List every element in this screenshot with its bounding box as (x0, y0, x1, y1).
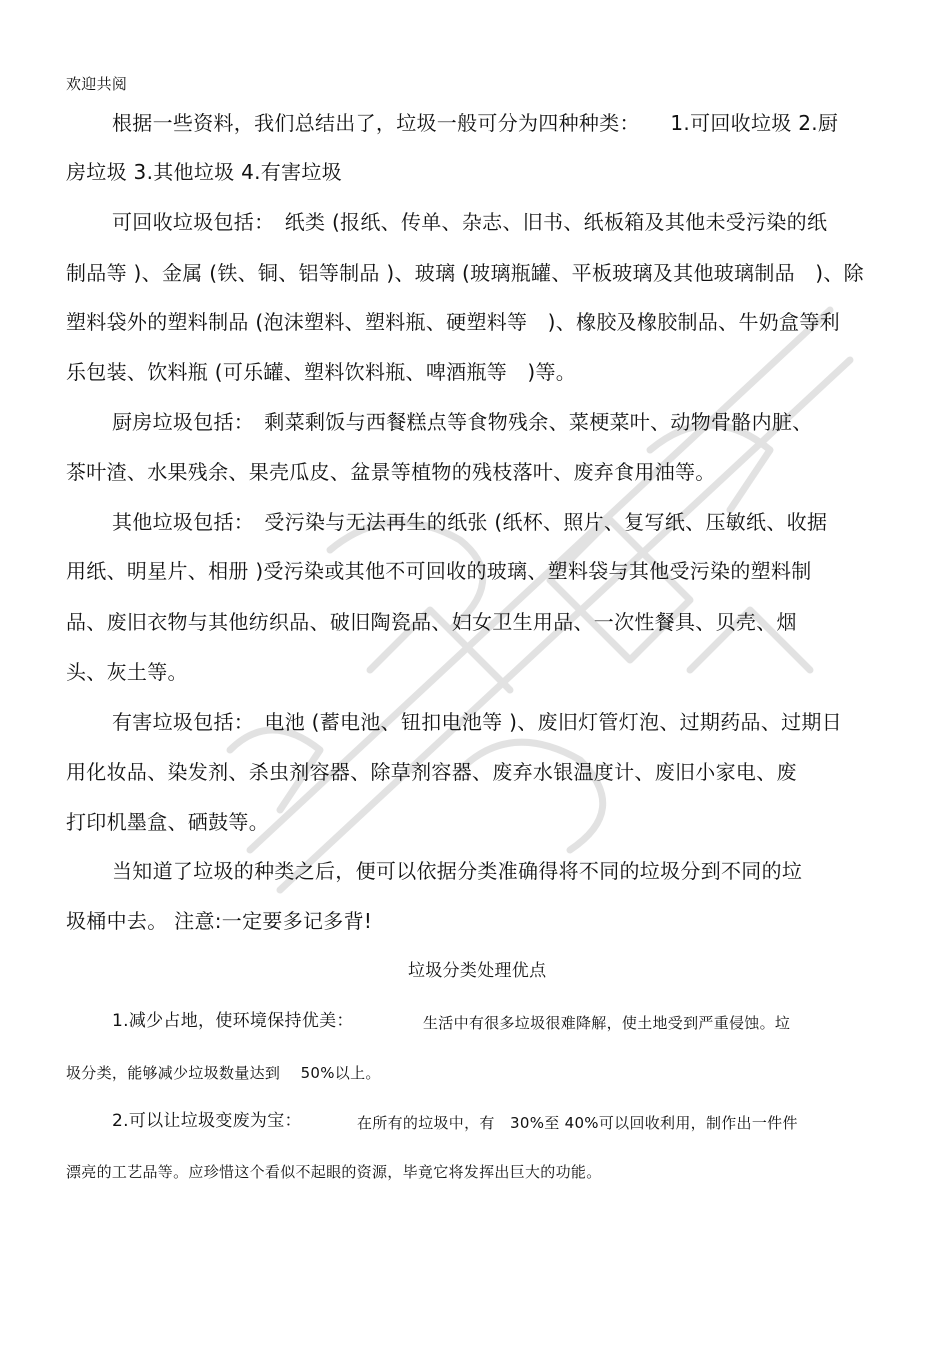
paragraph-line: 生活中有很多垃圾很难降解，使土地受到严重侵蚀。垃 (423, 1014, 791, 1032)
paragraph-line: 头、灰土等。 (66, 660, 188, 684)
paragraph-line: 漂亮的工艺品等。应珍惜这个看似不起眼的资源，毕竟它将发挥出巨大的功能。 (66, 1163, 602, 1181)
paragraph-line: 打印机墨盒、硒鼓等。 (66, 810, 269, 834)
paragraph-line: 厨房垃圾包括： 剩菜剩饭与西餐糕点等食物残余、菜梗菜叶、动物骨骼内脏、 (112, 410, 813, 434)
point-heading: 1.减少占地，使环境保持优美： (112, 1011, 354, 1031)
page-header: 欢迎共阅 (66, 75, 128, 93)
paragraph-line: 用化妆品、染发剂、杀虫剂容器、除草剂容器、废弃水银温度计、废旧小家电、废 (66, 760, 797, 784)
paragraph-line: 当知道了垃圾的种类之后，便可以依据分类准确得将不同的垃圾分到不同的垃 (112, 859, 803, 883)
paragraph-line: 房垃圾 3.其他垃圾 4.有害垃圾 (66, 160, 342, 184)
paragraph-line: 制品等 )、金属 (铁、铜、铝等制品 )、玻璃 (玻璃瓶罐、平板玻璃及其他玻璃制品 )、除 (66, 261, 864, 285)
paragraph-line: 品、废旧衣物与其他纺织品、破旧陶瓷品、妇女卫生用品、一次性餐具、贝壳、烟 (66, 610, 797, 634)
paragraph-line: 其他垃圾包括： 受污染与无法再生的纸张 (纸杯、照片、复写纸、压敏纸、收据 (112, 510, 828, 534)
paragraph-line: 用纸、明星片、相册 )受污染或其他不可回收的玻璃、塑料袋与其他受污染的塑料制 (66, 559, 812, 583)
paragraph-line: 可回收垃圾包括： 纸类 (报纸、传单、杂志、旧书、纸板箱及其他未受污染的纸 (112, 210, 828, 234)
section-heading: 垃圾分类处理优点 (408, 961, 547, 981)
paragraph-line: 根据一些资料，我们总结出了，垃圾一般可分为四种种类： 1.可回收垃圾 2.厨 (112, 111, 839, 135)
paragraph-line: 圾桶中去。 注意:一定要多记多背! (66, 909, 373, 933)
paragraph-line: 有害垃圾包括： 电池 (蓄电池、钮扣电池等 )、废旧灯管灯泡、过期药品、过期日 (112, 710, 843, 734)
paragraph-line: 塑料袋外的塑料制品 (泡沫塑料、塑料瓶、硬塑料等 )、橡胶及橡胶制品、牛奶盒等利 (66, 310, 840, 334)
paragraph-line: 在所有的垃圾中，有 30%至 40%可以回收利用，制作出一件件 (357, 1114, 798, 1132)
point-heading: 2.可以让垃圾变废为宝： (112, 1111, 302, 1131)
paragraph-line: 圾分类，能够减少垃圾数量达到 50%以上。 (66, 1064, 381, 1082)
paragraph-line: 乐包装、饮料瓶 (可乐罐、塑料饮料瓶、啤酒瓶等 )等。 (66, 360, 577, 384)
paragraph-line: 茶叶渣、水果残余、果壳瓜皮、盆景等植物的残枝落叶、废弃食用油等。 (66, 460, 716, 484)
